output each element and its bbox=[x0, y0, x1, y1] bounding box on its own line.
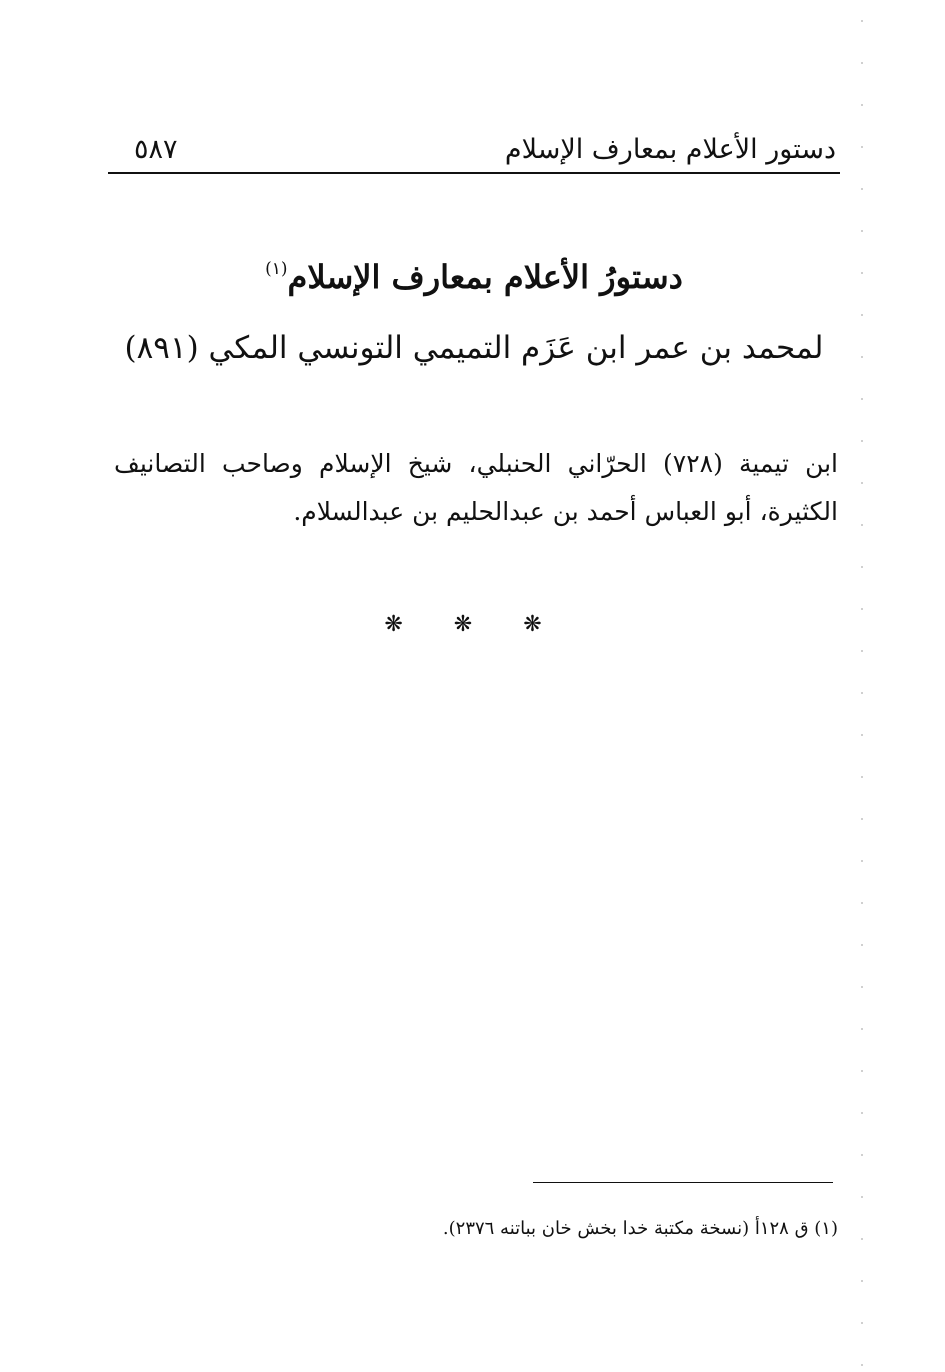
page-number: ٥٨٧ bbox=[134, 134, 178, 165]
entry-title-text: دستورُ الأعلام بمعارف الإسلام bbox=[287, 258, 683, 296]
footnote-reference: (١) bbox=[265, 259, 288, 279]
footnote-divider bbox=[533, 1182, 833, 1183]
footnote: (١) ق ١٢٨أ (نسخة مكتبة خدا بخش خان بباتنه ٢٣٧٦). bbox=[442, 1218, 838, 1239]
running-header-title: دستور الأعلام بمعارف الإسلام bbox=[504, 134, 836, 165]
entry-body-paragraph: ابن تيمية (٧٢٨) الحرّاني الحنبلي، شيخ الإسلام وصاحب التصانيف الكثيرة، أبو العباس أحمد بن عبدالحليم بن عبدالسلام. bbox=[114, 449, 838, 526]
section-separator: ❋ ❋ ❋ bbox=[384, 612, 564, 637]
entry-title bbox=[108, 258, 840, 296]
scan-margin-noise bbox=[859, 0, 865, 1372]
running-header bbox=[108, 128, 840, 174]
entry-author: لمحمد بن عمر ابن عَزَم التميمي التونسي المكي (٨٩١) bbox=[124, 330, 824, 366]
